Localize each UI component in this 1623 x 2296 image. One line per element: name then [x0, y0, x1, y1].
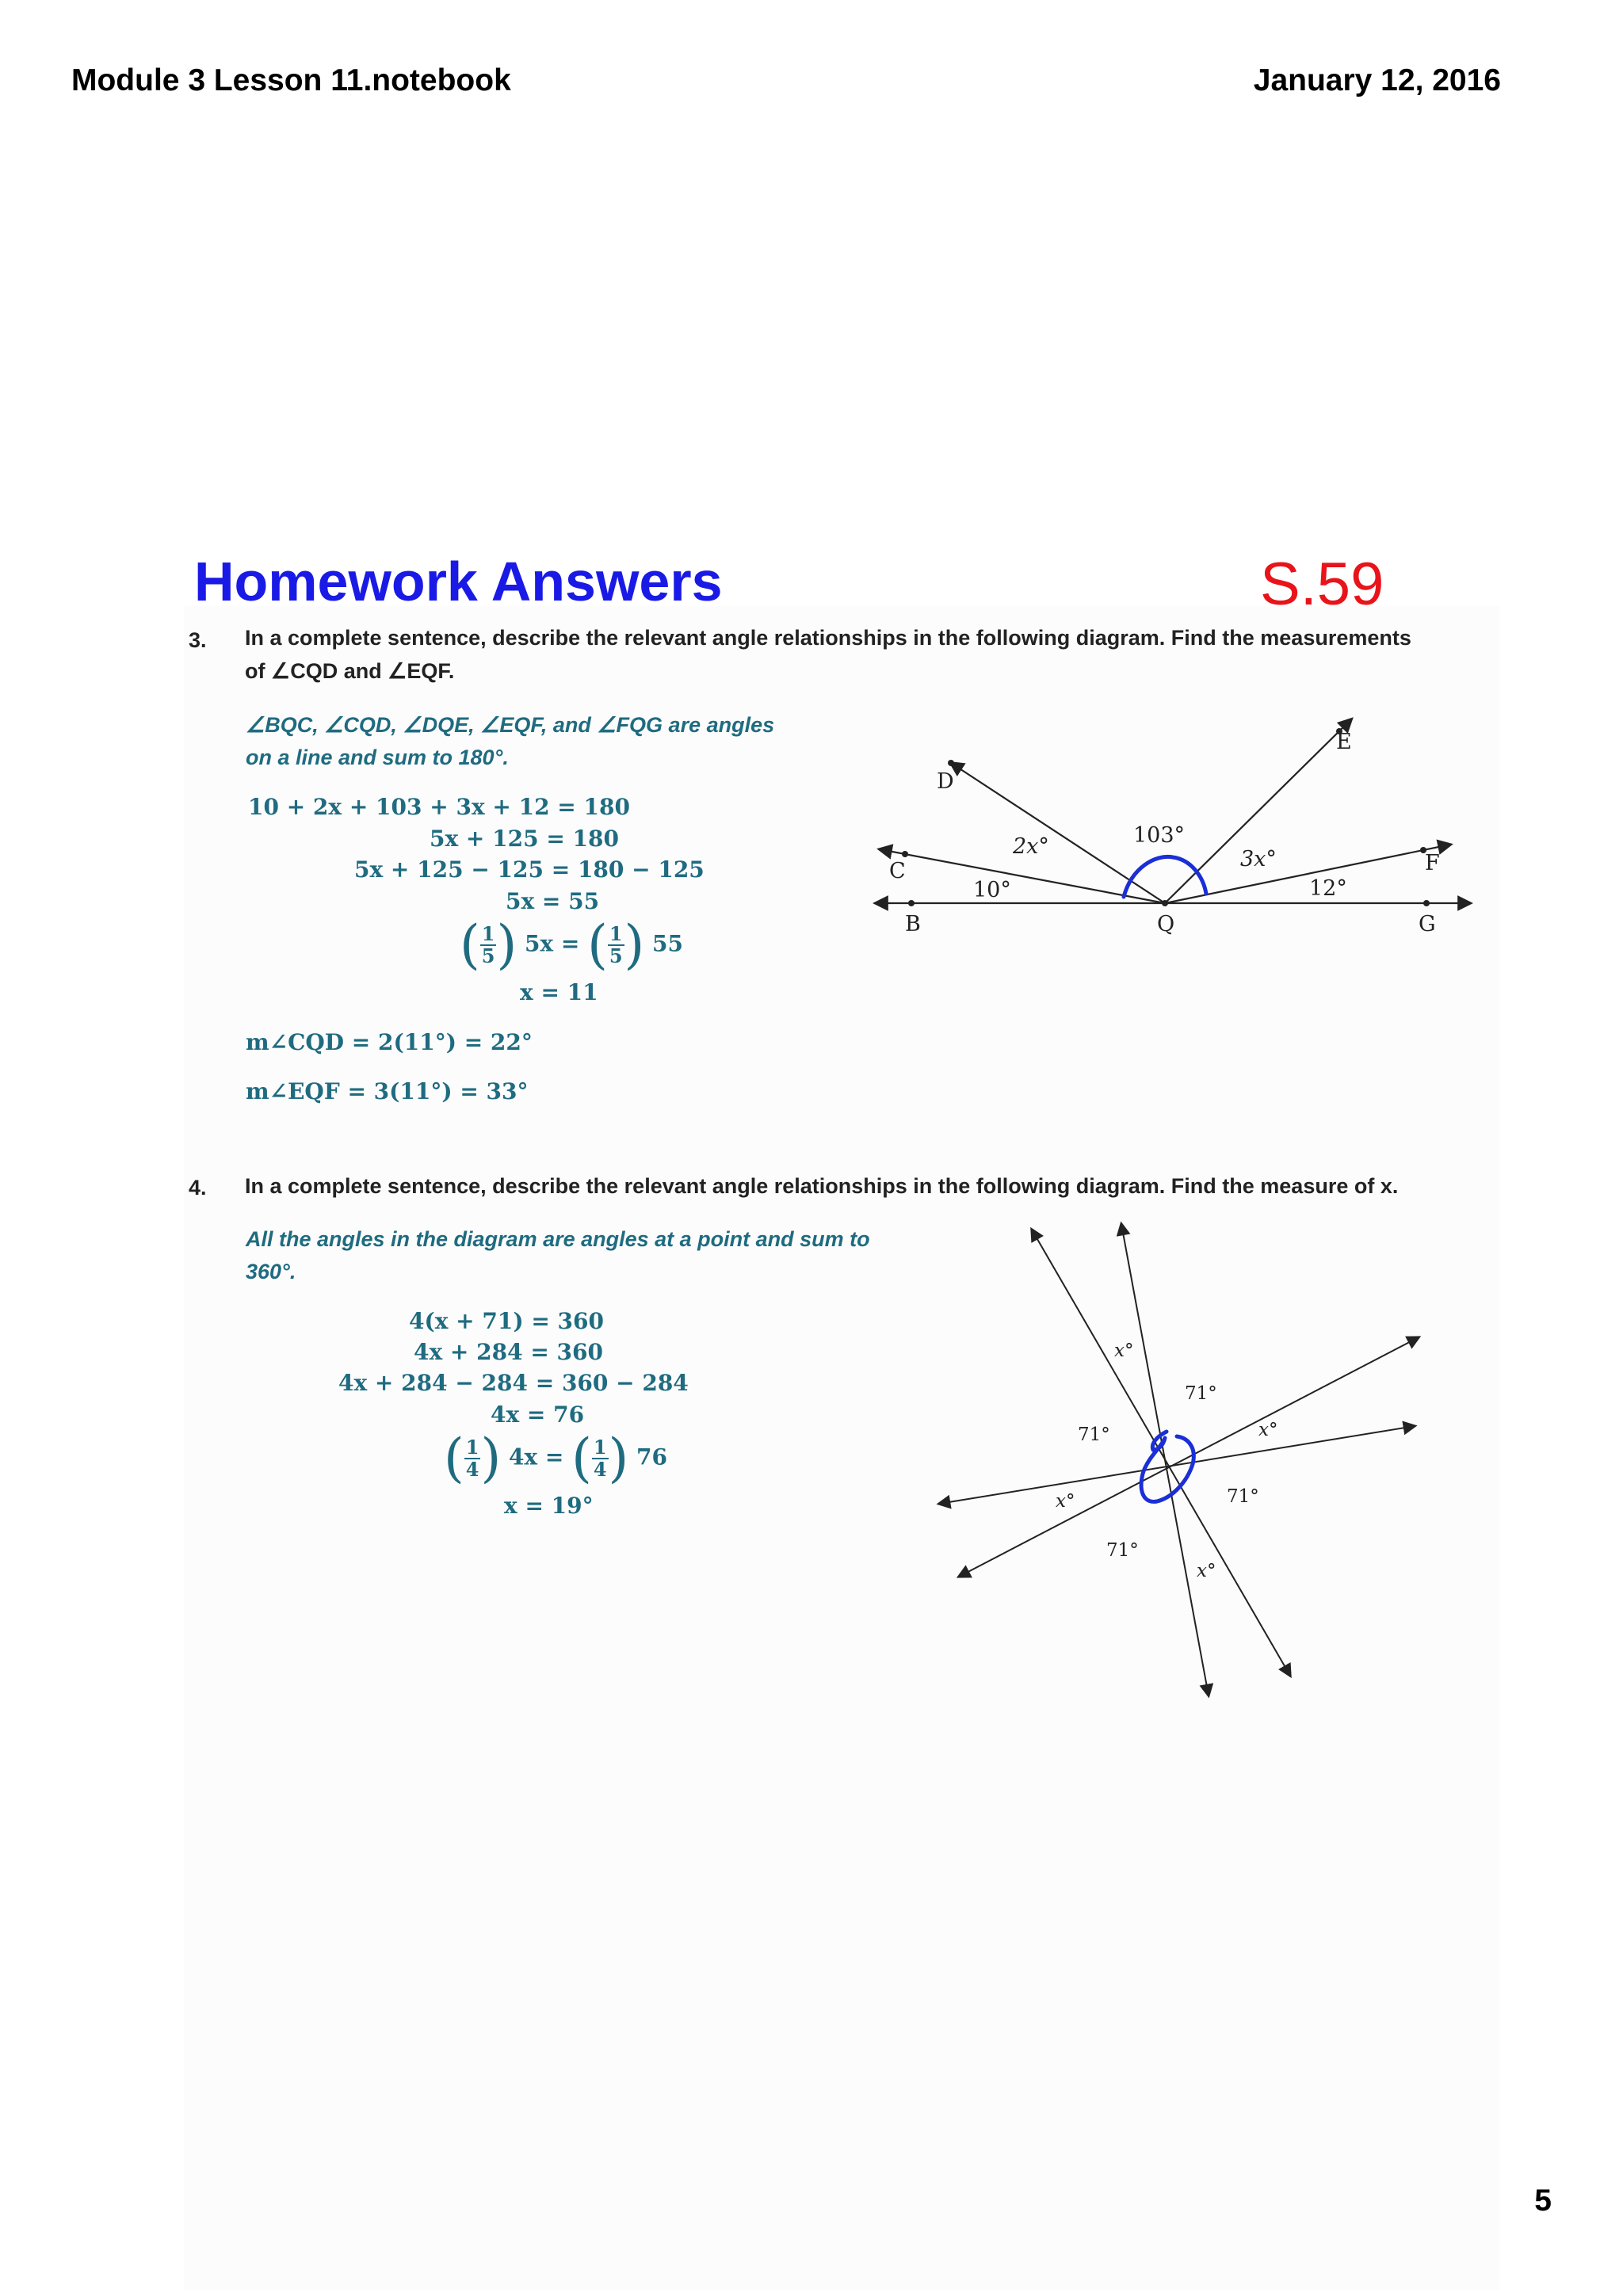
- q3-angle-diagram: [864, 713, 1482, 951]
- q4-step-1: 4(x + 71) = 360: [409, 1308, 604, 1334]
- fraction-one-fifth: ( 1 5 ): [460, 914, 517, 975]
- angle-label-dqe: 103°: [1133, 823, 1186, 848]
- point-e: E: [1336, 730, 1352, 754]
- q4-step-3: 4x + 284 − 284 = 360 − 284: [338, 1370, 689, 1396]
- q3-step-1: 10 + 2x + 103 + 3x + 12 = 180: [248, 794, 630, 820]
- q4-angle-label-2: 71°: [1185, 1383, 1217, 1404]
- q4-step-2: 4x + 284 = 360: [414, 1339, 603, 1365]
- point-f: F: [1425, 851, 1440, 875]
- fraction-one-quarter: ( 1 4 ): [571, 1428, 629, 1489]
- question-3-prompt: [245, 621, 1481, 688]
- point-g: G: [1419, 912, 1436, 936]
- q4-angle-label-6: 71°: [1227, 1486, 1259, 1507]
- q3-fraction-step: ( 1 5 ) 5x = ( 1 5 ) 55: [460, 914, 684, 975]
- question-4-answer: [246, 1223, 870, 1288]
- q4-angle-label-1: x°: [1114, 1341, 1134, 1361]
- handdrawn-arc-annotation: [1124, 856, 1206, 897]
- angle-label-eqf: 3x°: [1240, 847, 1277, 871]
- q4-step-4: 4x = 76: [491, 1402, 585, 1428]
- fraction-one-quarter: ( 1 4 ): [444, 1428, 502, 1489]
- q4-angle-label-8: x°: [1197, 1561, 1216, 1581]
- homework-title: Homework Answers: [194, 551, 723, 612]
- question-3-answer-line1: ∠BQC, ∠CQD, ∠DQE, ∠EQF, and ∠FQG are angles: [246, 713, 775, 737]
- point-q: Q: [1157, 912, 1175, 936]
- q3-step-2: 5x + 125 = 180: [430, 826, 619, 852]
- q4-angle-label-3: 71°: [1078, 1425, 1110, 1445]
- q3-result-cqd: m∠CQD = 2(11°) = 22°: [246, 1029, 533, 1055]
- question-4-answer-line2: 360°.: [246, 1260, 296, 1283]
- question-4-answer-line1: All the angles in the diagram are angles at a point and sum to: [246, 1227, 870, 1251]
- point-b: B: [905, 912, 921, 936]
- page-reference: S.59: [1260, 551, 1384, 618]
- point-c: C: [889, 859, 906, 883]
- q4-final: x = 19°: [504, 1493, 594, 1519]
- q4-angle-label-4: x°: [1258, 1420, 1278, 1440]
- question-3-answer-line2: on a line and sum to 180°.: [246, 746, 509, 769]
- q3-step-3: 5x + 125 − 125 = 180 − 125: [354, 856, 705, 883]
- q4-angle-diagram: [927, 1212, 1434, 1711]
- angle-label-bqc: 10°: [973, 878, 1011, 902]
- notebook-title: Module 3 Lesson 11.notebook: [71, 63, 511, 97]
- fraction-one-fifth: ( 1 5 ): [587, 914, 645, 975]
- point-d: D: [937, 769, 954, 794]
- q4-angle-label-7: 71°: [1106, 1540, 1139, 1561]
- question-3-prompt-line2: of ∠CQD and ∠EQF.: [245, 659, 455, 683]
- line-c: [959, 1337, 1419, 1577]
- q4-angle-label-5: x°: [1056, 1491, 1075, 1512]
- q3-final: x = 11: [520, 979, 598, 1005]
- angle-label-cqd: 2x°: [1013, 834, 1049, 859]
- question-4-number: 4.: [189, 1176, 207, 1199]
- notebook-date: January 12, 2016: [1253, 63, 1501, 97]
- question-4-prompt: In a complete sentence, describe the relevant angle relationships in the following diagram. Find the measure of x.: [245, 1174, 1399, 1198]
- q3-result-eqf: m∠EQF = 3(11°) = 33°: [246, 1078, 529, 1104]
- q4-fraction-step: ( 1 4 ) 4x = ( 1 4 ) 76: [444, 1428, 668, 1489]
- question-3-number: 3.: [189, 628, 207, 652]
- q3-step-4: 5x = 55: [506, 888, 600, 914]
- question-3-answer: [246, 709, 774, 774]
- angle-label-fqg: 12°: [1309, 876, 1347, 901]
- page-number: 5: [1534, 2183, 1552, 2218]
- question-3-prompt-line1: In a complete sentence, describe the relevant angle relationships in the following diagram. Find the measurements: [245, 626, 1411, 650]
